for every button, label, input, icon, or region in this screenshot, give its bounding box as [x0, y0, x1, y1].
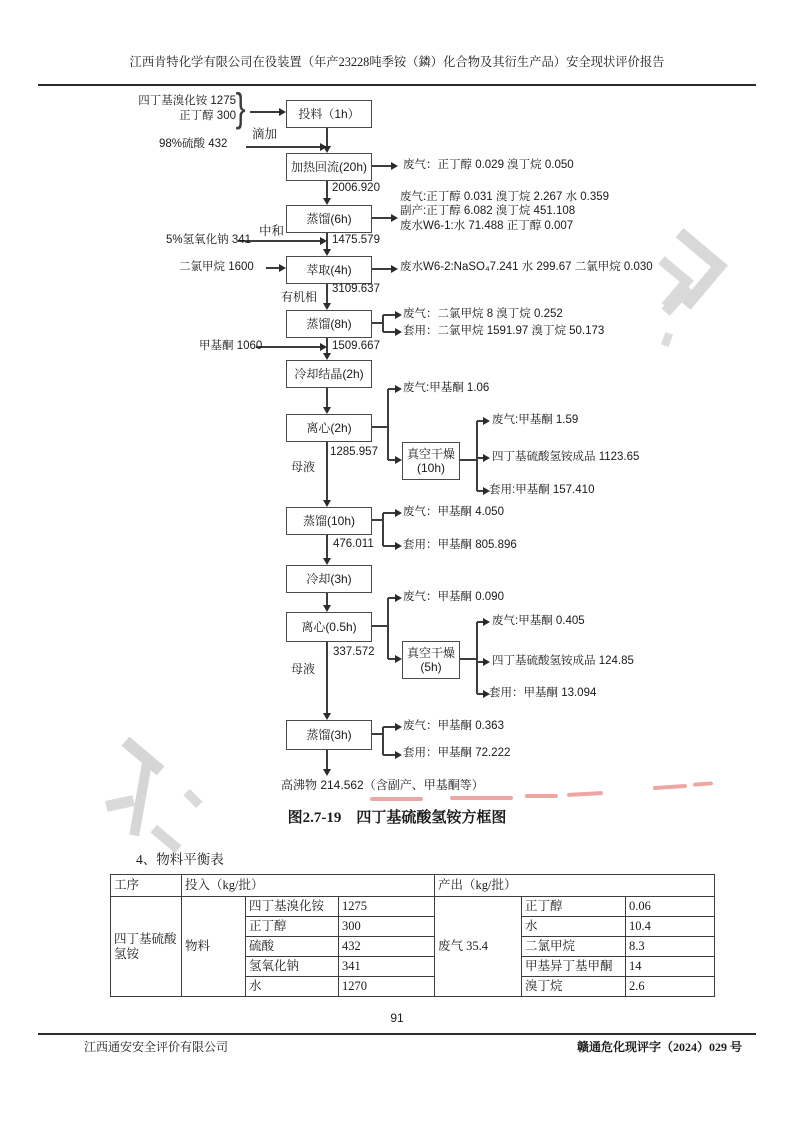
output-label-reuse: 套用：甲基酮 72.222 [403, 747, 511, 759]
flow-line [383, 314, 395, 315]
input-label-dcm: 二氯甲烷 1600 [179, 261, 254, 273]
flow-line [388, 459, 395, 460]
cell-output-value: 14 [626, 957, 715, 977]
cell-input-name: 氢氧化钠 [246, 957, 339, 977]
section-heading: 4、物料平衡表 [136, 852, 224, 867]
arrowhead-right-icon [391, 214, 398, 222]
arrowhead-right-icon [279, 264, 286, 272]
output-label-reuse: 套用:甲基酮 157.410 [489, 484, 595, 496]
cell-output-value: 0.06 [626, 897, 715, 917]
watermark-stroke [183, 789, 202, 808]
flow-line [387, 598, 388, 659]
cell-input-value: 1270 [339, 977, 435, 997]
arrowhead-right-icon [395, 655, 402, 663]
output-label-offgas: 废气：甲基酮 4.050 [403, 506, 504, 518]
flow-line [326, 179, 327, 198]
cell-input-value: 341 [339, 957, 435, 977]
flow-line [382, 315, 383, 332]
output-label-offgas: 废气:甲基酮 1.06 [403, 382, 490, 394]
output-label-offgas: 废气:甲基酮 0.405 [492, 615, 585, 627]
flow-box-label: 离心(0.5h) [301, 619, 357, 634]
input-label-sulfuric-acid: 98%硫酸 432 [159, 138, 228, 150]
flow-value: 3109.637 [332, 283, 380, 295]
flow-box-label: 萃取(4h) [306, 262, 352, 277]
flow-box-label: 蒸馏(3h) [306, 727, 352, 742]
flow-line [370, 625, 388, 626]
flow-line [476, 421, 477, 491]
arrowhead-down-icon [323, 249, 331, 256]
flow-box-centrifuge-2h [286, 414, 372, 442]
cell-input-value: 432 [339, 937, 435, 957]
flow-value: 1509.667 [332, 340, 380, 352]
edge-label-mother-liquor: 母液 [291, 460, 316, 474]
red-stamp-mark [525, 794, 558, 798]
flow-line [326, 282, 327, 303]
arrowhead-right-icon [395, 328, 402, 336]
flow-box-label: 冷却结晶(2h) [294, 366, 364, 381]
watermark-stroke [151, 825, 182, 853]
flow-line [326, 386, 327, 407]
arrowhead-down-icon [323, 558, 331, 565]
input-label-nbutanol: 正丁醇 300 [179, 110, 236, 122]
arrowhead-right-icon [279, 108, 286, 116]
flow-box-vacuum-dry-10h [402, 442, 460, 480]
output-label-offgas: 废气：甲基酮 0.090 [403, 591, 504, 603]
arrowhead-down-icon [323, 353, 331, 360]
arrowhead-right-icon [483, 417, 490, 425]
flow-value: 1475.579 [332, 234, 380, 246]
cell-output-name: 甲基异丁基甲酮 [522, 957, 626, 977]
red-stamp-mark [370, 797, 423, 801]
flow-line [458, 658, 477, 659]
arrowhead-right-icon [391, 162, 398, 170]
flow-box-label: 离心(2h) [306, 420, 352, 435]
flow-line [326, 640, 327, 713]
flow-box-label: 冷却(3h) [306, 571, 352, 586]
output-label-product: 四丁基硫酸氢铵成品 124.85 [492, 655, 634, 667]
flow-box-label: 蒸馏(10h) [302, 513, 355, 528]
output-label-byproduct: 副产:正丁醇 6.082 溴丁烷 451.108 [400, 205, 576, 217]
flow-box-label: 蒸馏(8h) [306, 316, 352, 331]
red-stamp-mark [567, 791, 603, 797]
flow-box-label: 真空干燥 [406, 446, 455, 461]
flow-line [388, 658, 395, 659]
flow-line [326, 748, 327, 769]
flow-box-cool-3h [286, 565, 372, 593]
output-label-wastewater: 废水W6-1:水 71.488 正丁醇 0.007 [400, 220, 574, 232]
flow-line [382, 513, 383, 546]
cell-input-name: 硫酸 [246, 937, 339, 957]
flow-line [326, 533, 327, 558]
flow-box-label: (10h) [416, 461, 445, 475]
edge-label-neutralize: 中和 [259, 224, 285, 238]
arrowhead-down-icon [323, 303, 331, 310]
cell-output-name: 二氯甲烷 [522, 937, 626, 957]
edge-label-mother-liquor: 母液 [291, 662, 316, 676]
flow-box-feeding [286, 100, 372, 128]
cell-output-name: 正丁醇 [522, 897, 626, 917]
arrowhead-right-icon [395, 723, 402, 731]
output-label-wastewater: 废水W6-2:NaSO₄7.241 水 299.67 二氯甲烷 0.030 [400, 261, 653, 273]
cell-input-value: 300 [339, 917, 435, 937]
arrowhead-down-icon [323, 605, 331, 612]
red-stamp-mark [653, 784, 687, 790]
output-label-reuse: 套用：甲基酮 805.896 [403, 539, 517, 551]
output-label-offgas: 废气：甲基酮 0.363 [403, 720, 504, 732]
flow-line [383, 331, 395, 332]
edge-label-drip: 滴加 [252, 127, 278, 141]
footer-company: 江西通安安全评价有限公司 [84, 1040, 229, 1054]
flow-box-label: (5h) [420, 660, 442, 674]
watermark-stroke [661, 332, 673, 347]
cell-output-name: 水 [522, 917, 626, 937]
flow-box-distill-8h [286, 310, 372, 338]
cell-output-value: 2.6 [626, 977, 715, 997]
arrowhead-right-icon [483, 618, 490, 626]
flow-line [250, 111, 279, 112]
cell-output-value: 8.3 [626, 937, 715, 957]
flow-line [266, 267, 279, 268]
arrowhead-down-icon [323, 407, 331, 414]
input-label-tbab: 四丁基溴化铵 1275 [138, 95, 236, 107]
footer-rule [38, 1033, 756, 1035]
flow-box-distill-10h [286, 507, 372, 535]
flow-box-label: 蒸馏(6h) [306, 211, 352, 226]
cell-input-name: 四丁基溴化铵 [246, 897, 339, 917]
arrowhead-right-icon [320, 343, 327, 351]
output-label-product: 四丁基硫酸氢铵成品 1123.65 [492, 451, 640, 463]
footer-doc-number: 赣通危化现评字（2024）029 号 [576, 1040, 742, 1054]
arrowhead-down-icon [323, 146, 331, 153]
output-label-offgas: 废气：正丁醇 0.029 溴丁烷 0.050 [403, 159, 574, 171]
flow-line [326, 440, 327, 500]
output-label-reuse: 套用：甲基酮 13.094 [489, 687, 597, 699]
cell-output-name: 溴丁烷 [522, 977, 626, 997]
flow-line [388, 388, 395, 389]
col-header-output: 产出（kg/批） [435, 875, 715, 897]
edge-label-organic-phase: 有机相 [281, 290, 318, 304]
flow-box-label: 真空干燥 [406, 645, 455, 660]
table-row [111, 897, 715, 917]
flow-box-label: 加热回流(20h) [290, 159, 367, 174]
arrowhead-down-icon [323, 713, 331, 720]
material-balance-table [110, 874, 715, 997]
flow-line [370, 165, 391, 166]
flow-box-vacuum-dry-5h [402, 641, 460, 679]
arrowhead-right-icon [395, 385, 402, 393]
flow-line [388, 597, 395, 598]
flow-line [370, 217, 391, 218]
flow-value: 1285.957 [330, 446, 378, 458]
flow-line [383, 512, 395, 513]
arrowhead-right-icon [320, 237, 327, 245]
header-rule [38, 84, 756, 86]
col-header-input: 投入（kg/批） [182, 875, 435, 897]
flow-line [256, 346, 320, 347]
flow-box-label: 投料（1h） [298, 106, 360, 121]
flow-line [383, 545, 395, 546]
arrowhead-right-icon [395, 509, 402, 517]
flow-value: 337.572 [333, 646, 375, 658]
arrowhead-down-icon [323, 198, 331, 205]
table-header-row [111, 875, 715, 897]
figure-caption: 图2.7-19 四丁基硫酸氢铵方框图 [287, 810, 507, 826]
flow-line [476, 622, 477, 694]
input-label-naoh: 5%氢氧化钠 341 [166, 234, 252, 246]
flow-line [246, 146, 320, 147]
cell-output-value: 10.4 [626, 917, 715, 937]
cell-input-value: 1275 [339, 897, 435, 917]
flow-line [370, 268, 391, 269]
flow-line [458, 459, 477, 460]
red-stamp-mark [450, 796, 513, 800]
flow-line [383, 726, 395, 727]
cell-input-group: 物料 [182, 897, 246, 997]
cell-output-group: 废气 35.4 [435, 897, 522, 997]
flow-value: 476.011 [333, 538, 374, 550]
flow-line [387, 389, 388, 460]
arrowhead-right-icon [391, 265, 398, 273]
final-output-label: 高沸物 214.562（含副产、甲基酮等） [281, 778, 484, 792]
arrowhead-right-icon [395, 542, 402, 550]
flow-line [383, 754, 395, 755]
col-header-process: 工序 [111, 875, 182, 897]
cell-input-name: 水 [246, 977, 339, 997]
arrowhead-right-icon [395, 594, 402, 602]
flow-line [370, 426, 388, 427]
red-stamp-mark [693, 781, 713, 786]
output-label-offgas: 废气:甲基酮 1.59 [492, 414, 579, 426]
flow-value: 2006.920 [332, 182, 380, 194]
output-label-offgas: 废气:正丁醇 0.031 溴丁烷 2.267 水 0.359 [400, 191, 610, 203]
arrowhead-right-icon [483, 454, 490, 462]
flow-box-distill-6h [286, 205, 372, 233]
arrowhead-down-icon [323, 500, 331, 507]
flow-box-reflux [286, 153, 372, 181]
page-header-title: 江西肯特化学有限公司在役装置（年产23228吨季铵（鏻）化合物及其衍生产品）安全现状评价报告 [129, 55, 665, 69]
input-label-mek: 甲基酮 1060 [199, 340, 263, 352]
arrowhead-down-icon [323, 769, 331, 776]
page-number: 91 [390, 1011, 404, 1025]
arrowhead-right-icon [483, 658, 490, 666]
flow-line [326, 591, 327, 605]
flow-box-extract-4h [286, 256, 372, 284]
cell-process-name: 四丁基硫酸氢铵 [111, 897, 182, 997]
brace-glyph: } [235, 86, 246, 130]
output-label-offgas: 废气：二氯甲烷 8 溴丁烷 0.252 [403, 308, 563, 320]
arrowhead-right-icon [395, 311, 402, 319]
cell-input-name: 正丁醇 [246, 917, 339, 937]
flow-box-distill-3h [286, 720, 372, 750]
flow-box-centrifuge-05h [286, 612, 372, 642]
flow-box-cool-crystallize [286, 360, 372, 388]
flow-line [382, 727, 383, 755]
output-label-reuse: 套用：二氯甲烷 1591.97 溴丁烷 50.173 [403, 325, 605, 337]
arrowhead-right-icon [395, 751, 402, 759]
arrowhead-right-icon [395, 456, 402, 464]
